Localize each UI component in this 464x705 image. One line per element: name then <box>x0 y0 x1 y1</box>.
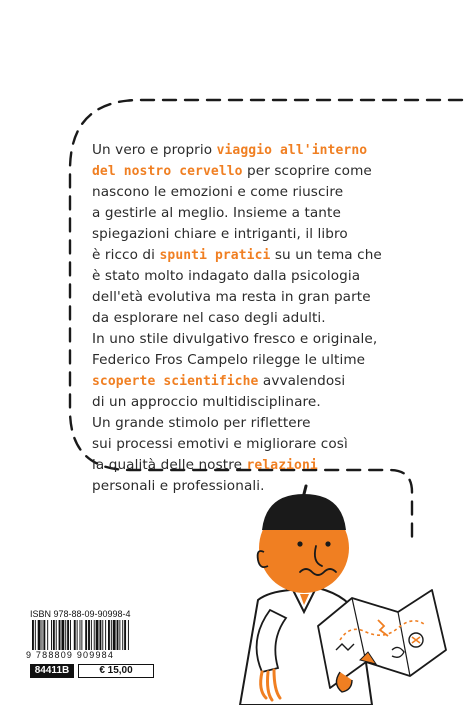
barcode-bar <box>56 620 57 650</box>
blurb-line <box>92 413 382 434</box>
highlighted-phrase: scoperte scientifiche <box>92 374 259 389</box>
barcode-bar <box>102 620 103 650</box>
blurb-line <box>92 266 382 287</box>
barcode-bar <box>113 620 116 650</box>
text-run: su un tema che <box>270 247 382 263</box>
barcode-bar <box>119 620 120 650</box>
blurb-line <box>92 350 382 371</box>
blurb-line <box>92 245 382 266</box>
text-run: di un approccio multidisciplinare. <box>92 394 321 410</box>
price-label: € 15,00 <box>78 664 154 678</box>
text-run: nascono le emozioni e come riuscire <box>92 184 344 200</box>
text-run: Un vero e proprio <box>92 142 217 158</box>
barcode-bar <box>77 620 78 650</box>
barcode-bar <box>74 620 76 650</box>
barcode-bar <box>111 620 112 650</box>
barcode-bar <box>51 620 52 650</box>
text-run: è stato molto indagato dalla psicologia <box>92 268 361 284</box>
highlighted-phrase: del nostro cervello <box>92 164 243 179</box>
text-run: Un grande stimolo per riflettere <box>92 415 311 431</box>
barcode-bar <box>53 620 55 650</box>
blurb-line <box>92 476 382 497</box>
highlighted-phrase: spunti pratici <box>159 248 271 263</box>
barcode-bar <box>108 620 110 650</box>
text-run: la qualità delle nostre <box>92 457 247 473</box>
barcode-bar <box>117 620 119 650</box>
barcode-bar <box>70 620 71 650</box>
barcode-bar <box>35 620 36 650</box>
text-run: avvalendosi <box>258 373 346 389</box>
blurb-line <box>92 329 382 350</box>
text-run: sui processi emotivi e migliorare così <box>92 436 348 452</box>
barcode-bar <box>88 620 90 650</box>
text-run: è ricco di <box>92 247 160 263</box>
text-run: In uno stile divulgativo fresco e originale, <box>92 331 378 347</box>
blurb-line <box>92 203 382 224</box>
barcode-bar <box>42 620 43 650</box>
barcode-bar <box>43 620 45 650</box>
barcode-digits: 9 788809 909984 <box>26 650 115 660</box>
barcode-bar <box>94 620 95 650</box>
blurb-line <box>92 287 382 308</box>
barcode-bar <box>96 620 99 650</box>
barcode-bar <box>122 620 123 650</box>
text-run: personali e professionali. <box>92 478 265 494</box>
blurb-line <box>92 434 382 455</box>
blurb-line <box>92 140 382 161</box>
blurb-line <box>92 308 382 329</box>
barcode-bar <box>67 620 69 650</box>
product-code: 84411B <box>30 664 74 678</box>
barcode-bar <box>124 620 126 650</box>
barcode-bar <box>99 620 101 650</box>
blurb-line <box>92 224 382 245</box>
scientist-figure <box>240 486 446 705</box>
blurb-line <box>92 392 382 413</box>
barcode-bar <box>128 620 129 650</box>
text-run: Federico Fros Campelo rilegge le ultime <box>92 352 366 368</box>
blurb-line <box>92 371 382 392</box>
barcode-bar <box>65 620 66 650</box>
text-run: spiegazioni chiare e intriganti, il libro <box>92 226 348 242</box>
blurb-line <box>92 455 382 476</box>
barcode-bar <box>80 620 81 650</box>
barcode-bar <box>47 620 48 650</box>
text-run: per scoprire come <box>242 163 372 179</box>
barcode-bar <box>91 620 92 650</box>
barcode-bar <box>61 620 64 650</box>
highlighted-phrase: viaggio all'interno <box>216 143 368 158</box>
barcode-bar <box>32 620 34 650</box>
blurb-line <box>92 182 382 203</box>
barcode-bar <box>85 620 87 650</box>
blurb-line <box>92 161 382 182</box>
barcode-bar <box>105 620 106 650</box>
barcode-bar <box>81 620 82 650</box>
barcode-bar <box>38 620 41 650</box>
isbn-label: ISBN 978-88-09-90998-4 <box>30 609 131 619</box>
barcode-bar <box>59 620 61 650</box>
text-run: a gestirle al meglio. Insieme a tante <box>92 205 341 221</box>
highlighted-phrase: relazioni <box>246 458 318 473</box>
text-run: dell'età evolutiva ma resta in gran parte <box>92 289 371 305</box>
blurb-text <box>92 140 382 497</box>
text-run: da esplorare nel caso degli adulti. <box>92 310 326 326</box>
